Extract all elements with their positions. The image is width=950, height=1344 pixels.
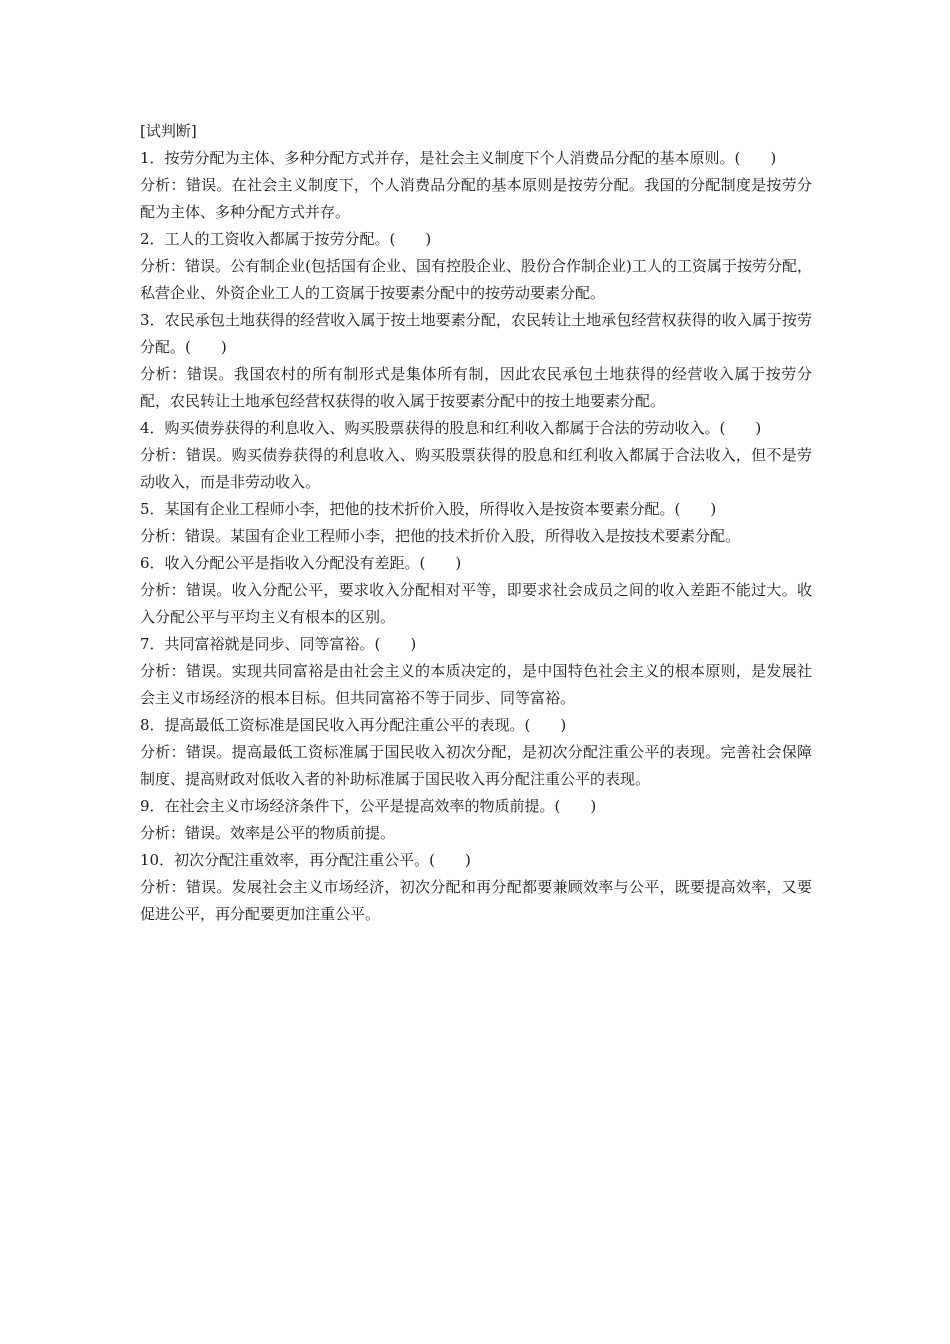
analysis-3: 分析：错误。我国农村的所有制形式是集体所有制，因此农民承包土地获得的经营收入属于按劳分配，农民转让土地承包经营权获得的收入属于按要素分配中的按土地要素分配。 — [140, 365, 812, 410]
document-body — [140, 118, 812, 928]
question-10: 10．初次分配注重效率，再分配注重公平。( ) — [140, 851, 471, 869]
section-title: [试判断] — [140, 122, 197, 140]
analysis-9: 分析：错误。效率是公平的物质前提。 — [140, 824, 396, 842]
question-4: 4．购买债券获得的利息收入、购买股票获得的股息和红利收入都属于合法的劳动收入。( ) — [140, 419, 762, 437]
question-9: 9．在社会主义市场经济条件下，公平是提高效率的物质前提。( ) — [140, 797, 597, 815]
analysis-7: 分析：错误。实现共同富裕是由社会主义的本质决定的，是中国特色社会主义的根本原则，是发展社会主义市场经济的根本目标。但共同富裕不等于同步、同等富裕。 — [140, 662, 812, 707]
analysis-10: 分析：错误。发展社会主义市场经济，初次分配和再分配都要兼顾效率与公平，既要提高效率，又要促进公平，再分配要更加注重公平。 — [140, 878, 812, 923]
question-3: 3．农民承包土地获得的经营收入属于按土地要素分配，农民转让土地承包经营权获得的收入属于按劳分配。( ) — [140, 311, 812, 356]
analysis-1: 分析：错误。在社会主义制度下，个人消费品分配的基本原则是按劳分配。我国的分配制度是按劳分配为主体、多种分配方式并存。 — [140, 176, 812, 221]
question-2: 2．工人的工资收入都属于按劳分配。( ) — [140, 230, 432, 248]
question-8: 8．提高最低工资标准是国民收入再分配注重公平的表现。( ) — [140, 716, 567, 734]
question-6: 6．收入分配公平是指收入分配没有差距。( ) — [140, 554, 462, 572]
analysis-4: 分析：错误。购买债券获得的利息收入、购买股票获得的股息和红利收入都属于合法收入，但不是劳动收入，而是非劳动收入。 — [140, 446, 812, 491]
question-5: 5．某国有企业工程师小李，把他的技术折价入股，所得收入是按资本要素分配。( ) — [140, 500, 717, 518]
question-1: 1．按劳分配为主体、多种分配方式并存，是社会主义制度下个人消费品分配的基本原则。( ) — [140, 149, 777, 167]
question-7: 7．共同富裕就是同步、同等富裕。( ) — [140, 635, 417, 653]
analysis-8: 分析：错误。提高最低工资标准属于国民收入初次分配，是初次分配注重公平的表现。完善社会保障制度、提高财政对低收入者的补助标准属于国民收入再分配注重公平的表现。 — [140, 743, 812, 788]
analysis-2: 分析：错误。公有制企业(包括国有企业、国有控股企业、股份合作制企业)工人的工资属于按劳分配，私营企业、外资企业工人的工资属于按要素分配中的按劳动要素分配。 — [140, 257, 812, 302]
analysis-5: 分析：错误。某国有企业工程师小李，把他的技术折价入股，所得收入是按技术要素分配。 — [140, 527, 741, 545]
analysis-6: 分析：错误。收入分配公平，要求收入分配相对平等，即要求社会成员之间的收入差距不能过大。收入分配公平与平均主义有根本的区别。 — [140, 581, 812, 626]
